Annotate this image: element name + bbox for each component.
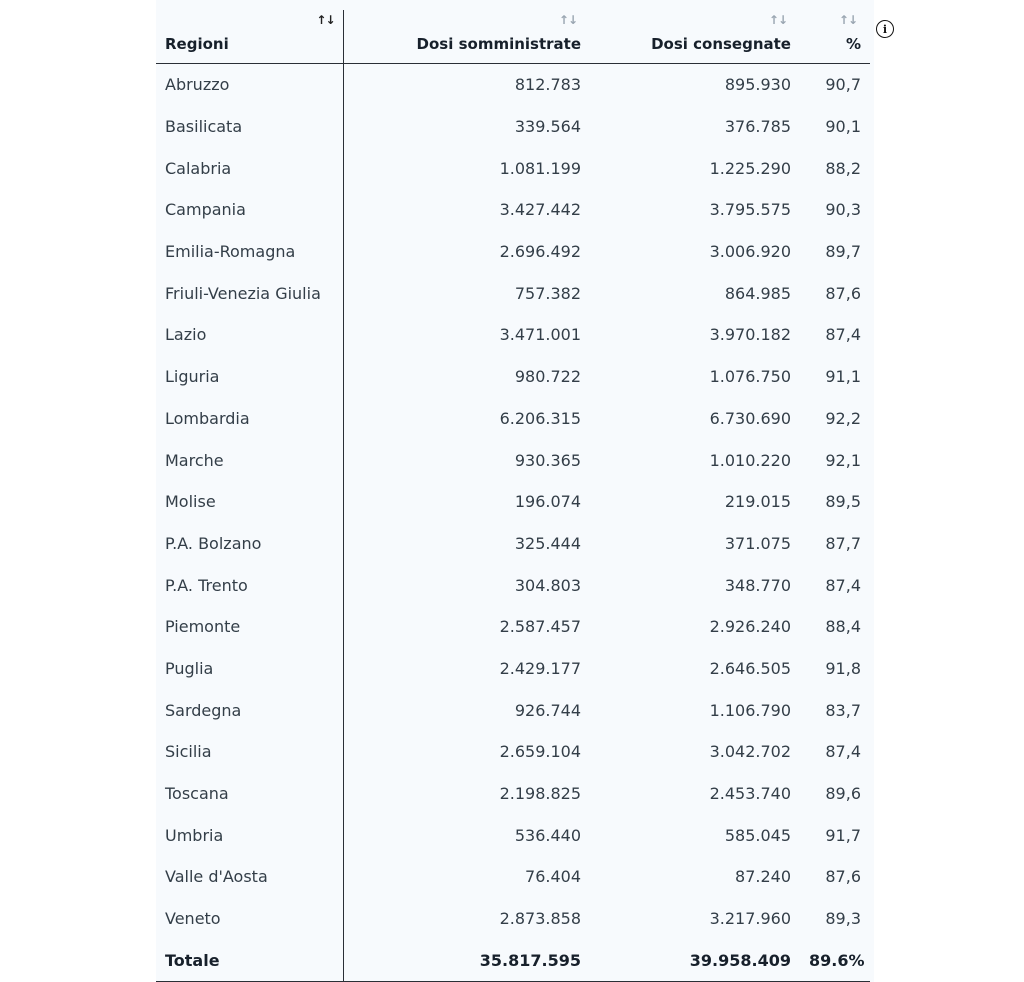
region-cell: Sicilia xyxy=(156,731,343,773)
table-row xyxy=(156,731,870,773)
region-cell: Umbria xyxy=(156,814,343,856)
column-header-percent-label: % xyxy=(845,35,861,53)
administered-cell: 930.365 xyxy=(514,450,581,470)
table-row xyxy=(156,147,870,189)
percent-cell: 88,2 xyxy=(825,158,861,178)
table-row xyxy=(156,773,870,815)
region-cell: Emilia-Romagna xyxy=(156,231,343,273)
delivered-cell: 39.958.409 xyxy=(590,939,800,981)
administered-cell: 536.440 xyxy=(514,825,581,845)
delivered-cell: 1.106.790 xyxy=(709,700,791,720)
administered-cell: 980.722 xyxy=(514,367,581,387)
percent-cell: 89,7 xyxy=(825,242,861,262)
table-row xyxy=(156,439,870,481)
administered-cell: 757.382 xyxy=(514,283,581,303)
region-cell: Basilicata xyxy=(156,106,343,148)
delivered-cell: 864.985 xyxy=(724,283,791,303)
table-row xyxy=(156,648,870,690)
administered-cell: 2.696.492 xyxy=(499,242,581,262)
region-cell: Abruzzo xyxy=(156,64,343,106)
percent-cell: 90,1 xyxy=(825,117,861,137)
table-row xyxy=(156,64,870,106)
percent-cell: 91,1 xyxy=(825,367,861,387)
administered-cell: 812.783 xyxy=(514,75,581,95)
delivered-cell: 348.770 xyxy=(724,575,791,595)
region-cell: Liguria xyxy=(156,356,343,398)
delivered-cell: 3.970.182 xyxy=(709,325,791,345)
sort-arrows-icon[interactable]: ↑↓ xyxy=(768,13,787,27)
table-row xyxy=(156,856,870,898)
delivered-cell: 585.045 xyxy=(724,825,791,845)
administered-cell: 3.427.442 xyxy=(499,200,581,220)
vaccine-doses-table xyxy=(156,10,870,982)
administered-cell: 2.587.457 xyxy=(499,617,581,637)
table-row xyxy=(156,689,870,731)
region-cell: Toscana xyxy=(156,773,343,815)
table-row xyxy=(156,272,870,314)
region-cell: Valle d'Aosta xyxy=(156,856,343,898)
administered-cell: 325.444 xyxy=(514,533,581,553)
delivered-cell: 895.930 xyxy=(724,75,791,95)
delivered-cell: 87.240 xyxy=(735,867,791,887)
region-cell: Lazio xyxy=(156,314,343,356)
delivered-cell: 1.076.750 xyxy=(709,367,791,387)
column-header-percent[interactable] xyxy=(800,10,870,64)
region-cell: Friuli-Venezia Giulia xyxy=(156,272,343,314)
table-row xyxy=(156,314,870,356)
table-row xyxy=(156,564,870,606)
sort-arrows-icon[interactable]: ↑↓ xyxy=(838,13,857,27)
column-header-region-label: Regioni xyxy=(165,35,229,53)
percent-cell: 88,4 xyxy=(825,617,861,637)
info-icon[interactable]: i xyxy=(876,20,894,38)
table-row xyxy=(156,398,870,440)
percent-cell: 89,5 xyxy=(825,492,861,512)
column-header-administered-label: Dosi somministrate xyxy=(416,35,581,53)
delivered-cell: 1.010.220 xyxy=(709,450,791,470)
administered-cell: 339.564 xyxy=(514,117,581,137)
table-row xyxy=(156,814,870,856)
administered-cell: 3.471.001 xyxy=(499,325,581,345)
percent-cell: 83,7 xyxy=(825,700,861,720)
region-cell: P.A. Trento xyxy=(156,564,343,606)
percent-cell: 92,1 xyxy=(825,450,861,470)
percent-cell: 87,6 xyxy=(825,283,861,303)
delivered-cell: 2.453.740 xyxy=(709,784,791,804)
delivered-cell: 371.075 xyxy=(724,533,791,553)
region-cell: P.A. Bolzano xyxy=(156,523,343,565)
administered-cell: 2.429.177 xyxy=(499,658,581,678)
percent-cell: 87,4 xyxy=(825,742,861,762)
percent-cell: 87,4 xyxy=(825,325,861,345)
region-cell: Calabria xyxy=(156,147,343,189)
percent-cell: 89,3 xyxy=(825,909,861,929)
percent-cell: 87,7 xyxy=(825,533,861,553)
table-row xyxy=(156,231,870,273)
table-row xyxy=(156,898,870,940)
delivered-cell: 1.225.290 xyxy=(709,158,791,178)
region-cell: Marche xyxy=(156,439,343,481)
administered-cell: 196.074 xyxy=(514,492,581,512)
percent-cell: 89,6 xyxy=(825,784,861,804)
percent-cell: 90,7 xyxy=(825,75,861,95)
percent-cell: 90,3 xyxy=(825,200,861,220)
table-header-row xyxy=(156,10,870,64)
delivered-cell: 3.042.702 xyxy=(709,742,791,762)
column-header-delivered-label: Dosi consegnate xyxy=(651,35,791,53)
administered-cell: 926.744 xyxy=(514,700,581,720)
region-cell: Lombardia xyxy=(156,398,343,440)
administered-cell: 1.081.199 xyxy=(499,158,581,178)
region-cell: Piemonte xyxy=(156,606,343,648)
administered-cell: 2.659.104 xyxy=(499,742,581,762)
percent-cell: 89.6% xyxy=(800,939,870,981)
percent-cell: 87,4 xyxy=(825,575,861,595)
administered-cell: 35.817.595 xyxy=(343,939,590,981)
delivered-cell: 3.795.575 xyxy=(709,200,791,220)
column-header-region[interactable] xyxy=(156,10,343,64)
table-row xyxy=(156,606,870,648)
delivered-cell: 219.015 xyxy=(724,492,791,512)
column-header-delivered[interactable] xyxy=(590,10,800,64)
table-row xyxy=(156,523,870,565)
delivered-cell: 376.785 xyxy=(724,117,791,137)
table-row xyxy=(156,189,870,231)
percent-cell: 91,7 xyxy=(825,825,861,845)
region-cell: Molise xyxy=(156,481,343,523)
percent-cell: 92,2 xyxy=(825,408,861,428)
table-total-row xyxy=(156,939,870,981)
administered-cell: 76.404 xyxy=(525,867,581,887)
percent-cell: 87,6 xyxy=(825,867,861,887)
table-row xyxy=(156,481,870,523)
percent-cell: 91,8 xyxy=(825,658,861,678)
column-header-administered[interactable] xyxy=(343,10,590,64)
region-cell: Totale xyxy=(156,939,343,981)
sort-arrows-icon[interactable]: ↑↓ xyxy=(558,13,577,27)
table-row xyxy=(156,356,870,398)
delivered-cell: 3.006.920 xyxy=(709,242,791,262)
administered-cell: 2.198.825 xyxy=(499,784,581,804)
delivered-cell: 3.217.960 xyxy=(709,909,791,929)
region-cell: Campania xyxy=(156,189,343,231)
region-cell: Sardegna xyxy=(156,689,343,731)
sort-arrows-icon[interactable]: ↑↓ xyxy=(316,13,335,27)
delivered-cell: 2.646.505 xyxy=(709,658,791,678)
administered-cell: 304.803 xyxy=(514,575,581,595)
delivered-cell: 2.926.240 xyxy=(709,617,791,637)
table-row xyxy=(156,106,870,148)
administered-cell: 6.206.315 xyxy=(499,408,581,428)
delivered-cell: 6.730.690 xyxy=(709,408,791,428)
administered-cell: 2.873.858 xyxy=(499,909,581,929)
region-cell: Puglia xyxy=(156,648,343,690)
region-cell: Veneto xyxy=(156,898,343,940)
